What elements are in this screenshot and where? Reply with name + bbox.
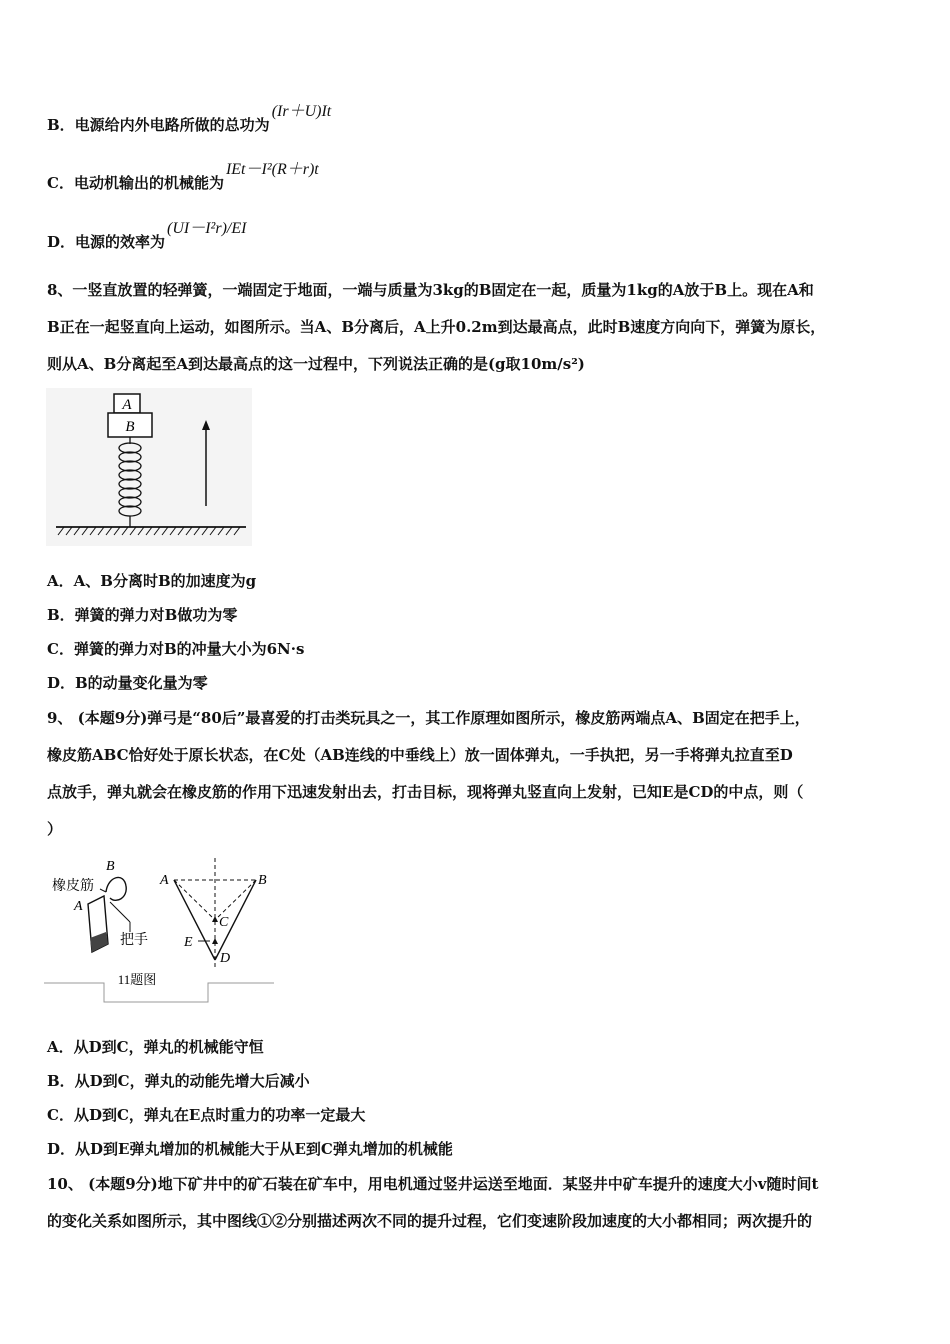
- q7-option-c-formula: IEt－I²(R＋r)t: [225, 161, 319, 178]
- q8-option-d: D．B的动量变化量为零: [47, 674, 208, 692]
- q8-option-a: A．A、B分离时B的加速度为g: [47, 572, 257, 590]
- q8-option-c: C．弹簧的弹力对B的冲量大小为6N·s: [47, 640, 305, 658]
- q7-option-b: [47, 103, 332, 136]
- q10-stem-line: 的变化关系如图所示，其中图线①②分别描述两次不同的提升过程，它们变速阶段加速度的大小都相同；两次提升的: [47, 1212, 813, 1230]
- q7-option-b-formula: (Ir＋U)It: [271, 103, 332, 120]
- q10-stem: [47, 1174, 909, 1248]
- rubber-band-label: 橡皮筋: [52, 879, 94, 894]
- block-a-label: A: [122, 397, 132, 413]
- q9-stem-line: 橡皮筋ABC恰好处于原长状态，在C处（AB连线的中垂线上）放一固体弹丸，一手执把，另一手将弹丸拉直至D: [47, 746, 793, 764]
- right-point-b: B: [258, 873, 267, 888]
- q7-option-d-label: D．电源的效率为: [47, 233, 166, 251]
- q9-stem: [47, 708, 909, 856]
- q9-stem-line: 9、 (本题9分)弹弓是“80后”最喜爱的打击类玩具之一，其工作原理如图所示，橡皮筋两端点A、B固定在把手上，: [47, 709, 810, 727]
- rubber-band: [106, 877, 126, 900]
- left-point-b: B: [106, 859, 115, 874]
- block-b-label: B: [125, 419, 135, 435]
- point-c: C: [219, 915, 229, 930]
- figure-background: [46, 388, 252, 546]
- q9-stem-line: ）: [47, 820, 63, 838]
- q8-stem-line: B正在一起竖直向上运动，如图所示。当A、B分离后，A上升0.2m到达最高点，此时B速度方向向下，弹簧为原长，: [47, 318, 826, 336]
- q9-option-b: B．从D到C，弹丸的动能先增大后减小: [47, 1072, 310, 1090]
- c-arrow: [212, 916, 218, 922]
- q8-stem-line: 则从A、B分离起至A到达最高点的这一过程中，下列说法正确的是(g取10m/s²): [47, 355, 585, 373]
- q9-slingshot-figure: [44, 852, 276, 1008]
- q9-option-a: A．从D到C，弹丸的机械能守恒: [47, 1038, 264, 1056]
- handle-leader: [110, 902, 130, 922]
- e-arrow: [212, 938, 218, 944]
- point-d: D: [220, 951, 231, 966]
- ad-line: [174, 880, 215, 960]
- q8-options: [47, 571, 304, 707]
- figure-caption: 11题图: [117, 972, 157, 987]
- bc-line: [215, 880, 256, 920]
- q10-stem-line: 10、 (本题9分)地下矿井中的矿石装在矿车中，用电机通过竖井运送至地面．某竖井中矿车提升的速度大小v随时间t: [47, 1175, 819, 1193]
- right-point-a: A: [160, 873, 169, 888]
- q8-stem-line: 8、一竖直放置的轻弹簧，一端固定于地面，一端与质量为3kg的B固定在一起，质量为1kg的A放于B上。现在A和: [47, 281, 814, 299]
- q7-option-d-formula: (UI－I²r)/EI: [167, 220, 247, 237]
- q7-option-c: [47, 161, 319, 194]
- point-e: E: [184, 935, 193, 950]
- q7-option-b-label: B．电源给内外电路所做的总功为: [47, 116, 270, 134]
- q8-spring-figure: [46, 388, 252, 546]
- q8-option-b: B．弹簧的弹力对B做功为零: [47, 606, 238, 624]
- q9-option-d: D．从D到E弹丸增加的机械能大于从E到C弹丸增加的机械能: [47, 1140, 453, 1158]
- q9-option-c: C．从D到C，弹丸在E点时重力的功率一定最大: [47, 1106, 366, 1124]
- q8-stem: [47, 280, 909, 391]
- handle-label: 把手: [120, 933, 148, 948]
- ac-line: [174, 880, 215, 920]
- q7-option-c-label: C．电动机输出的机械能为: [47, 174, 224, 192]
- q9-stem-line: 点放手，弹丸就会在橡皮筋的作用下迅速发射出去，打击目标，现将弹丸竖直向上发射，已知E是CD的中点，则（: [47, 783, 804, 801]
- left-point-a: A: [74, 899, 83, 914]
- q7-option-d: [47, 220, 247, 253]
- caption-frame: [44, 983, 274, 1002]
- q9-options: [47, 1037, 453, 1173]
